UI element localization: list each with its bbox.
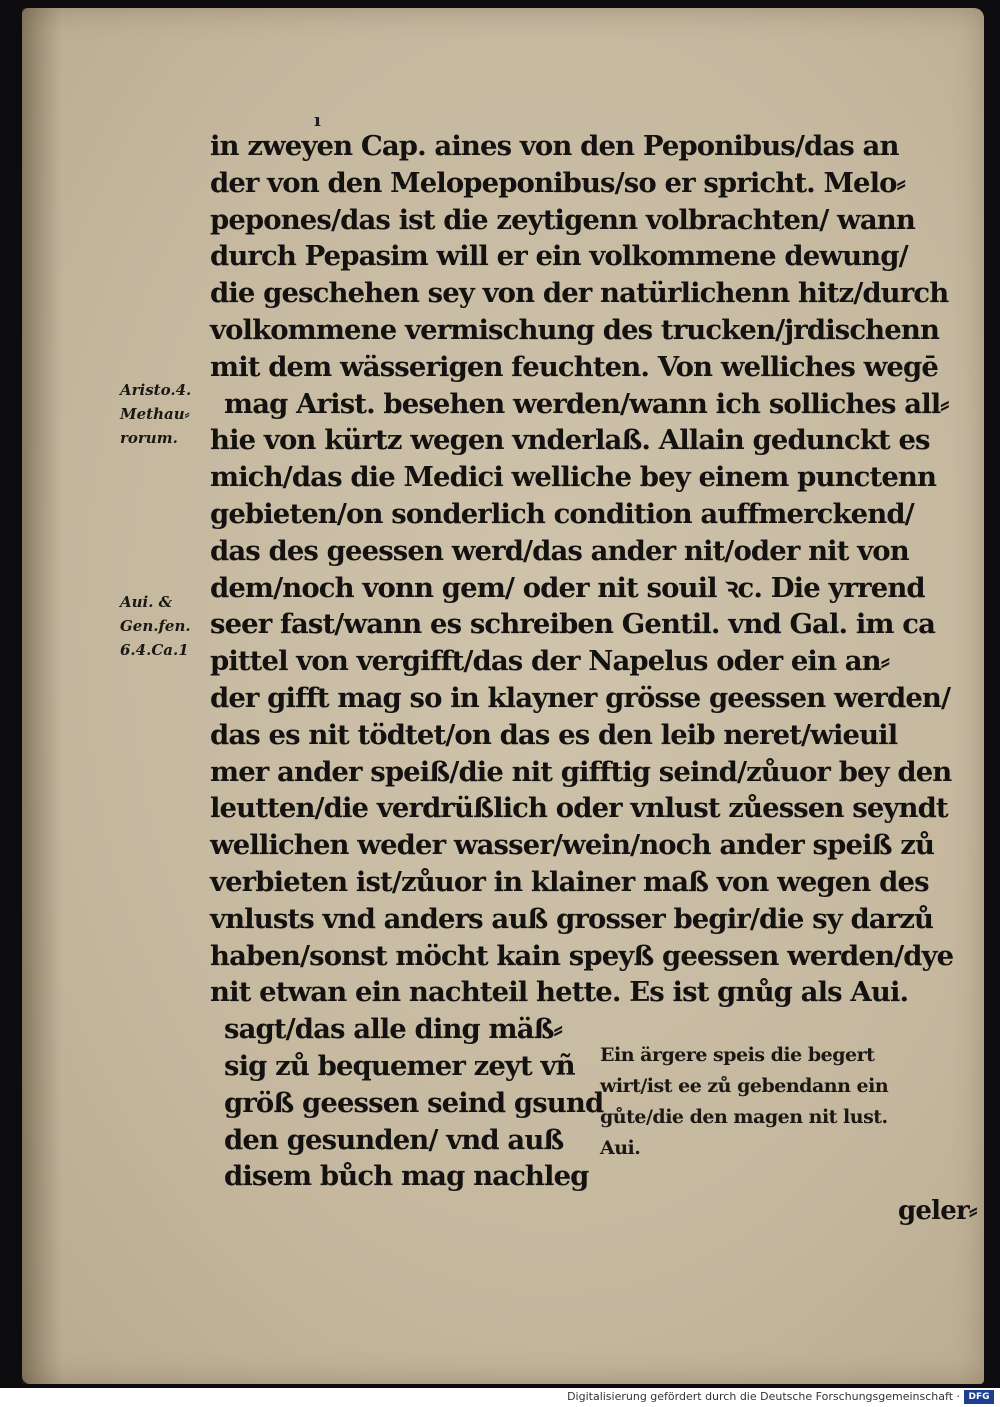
footer-bar [0,1388,1000,1407]
marginal-note [120,590,215,662]
side-remark-line: gůte/die den magen nit lust. [600,1106,888,1128]
catchword: geler⸗ [898,1196,977,1226]
marginal-note [120,378,215,450]
page-gutter-shadow [22,8,62,1384]
side-remark [600,1040,960,1164]
funding-notice: Digitalisierung gefördert durch die Deutsche Forschungsgemeinschaft · [567,1390,960,1403]
main-text-block [210,128,954,1195]
marginal-note-line: Methau⸗ [120,405,190,423]
text-line: seer fast/wann es schreiben Gentil. vnd Gal. im ca [210,608,936,641]
text-line: disem bůch mag nachleg [224,1160,589,1193]
text-line: der gifft mag so in klayner grösse geessen werden/ [210,681,951,714]
text-line: größ geessen seind gsund [224,1086,604,1119]
marginal-note-line: Aui. & [120,593,173,611]
text-line: nit etwan ein nachteil hette. Es ist gnůg als Aui. [210,976,909,1009]
text-line: das des geessen werd/das ander nit/oder nit von [210,534,909,567]
text-line: mit dem wässerigen feuchten. Von welliches wegē [210,350,938,383]
text-line: das es nit tödtet/on das es den leib neret/wieuil [210,718,898,751]
side-remark-line: Ein ärgere speis die begert [600,1044,875,1066]
text-line: in zweyen Cap. aines von den Peponibus/das an [210,130,899,162]
text-line: vnlusts vnd anders auß grosser begir/die sy darzů [210,902,934,935]
side-remark-line: Aui. [600,1137,641,1159]
text-line: mag Arist. besehen werden/wann ich solliches all⸗ [224,387,949,420]
text-line: die geschehen sey von der natürlichenn hitz/durch [210,277,949,310]
side-remark-line: wirt/ist ee zů gebendann ein [600,1075,889,1097]
page-mark: ı [314,110,321,131]
dfg-logo-icon[interactable]: DFG [964,1390,994,1404]
marginal-note-line: Aristo.4. [120,381,192,399]
text-line: volkommene vermischung des trucken/jrdischenn [210,313,940,346]
text-line: sig zů bequemer zeyt vñ [224,1049,575,1082]
text-line: sagt/das alle ding mäß⸗ [224,1013,562,1046]
text-line: gebieten/on sonderlich condition auffmerckend/ [210,497,914,530]
marginal-note-line: rorum. [120,429,178,447]
text-line: mer ander speiß/die nit gifftig seind/zůuor bey den [210,755,952,788]
text-line: wellichen weder wasser/wein/noch ander speiß zů [210,829,935,862]
marginal-note-line: 6.4.Ca.1 [120,641,189,659]
text-line: hie von kürtz wegen vnderlaß. Allain gedunckt es [210,424,930,457]
text-line: der von den Melopeponibus/so er spricht. Melo⸗ [210,166,905,199]
text-line: verbieten ist/zůuor in klainer maß von wegen des [210,865,929,898]
text-line: haben/sonst möcht kain speyß geessen werden/dye [210,939,954,972]
text-line: durch Pepasim will er ein volkommene dewung/ [210,240,908,273]
text-line: dem/noch vonn gem/ oder nit souil ꝛc. Die yrrend [210,571,925,604]
text-line: pittel von vergifft/das der Napelus oder ein an⸗ [210,645,890,678]
text-line: den gesunden/ vnd auß [224,1123,564,1156]
text-line: mich/das die Medici welliche bey einem punctenn [210,461,937,494]
text-line: pepones/das ist die zeytigenn volbrachten/ wann [210,203,915,236]
marginal-note-line: Gen.fen. [120,617,191,635]
text-line: leutten/die verdrüßlich oder vnlust zůessen seyndt [210,792,948,825]
